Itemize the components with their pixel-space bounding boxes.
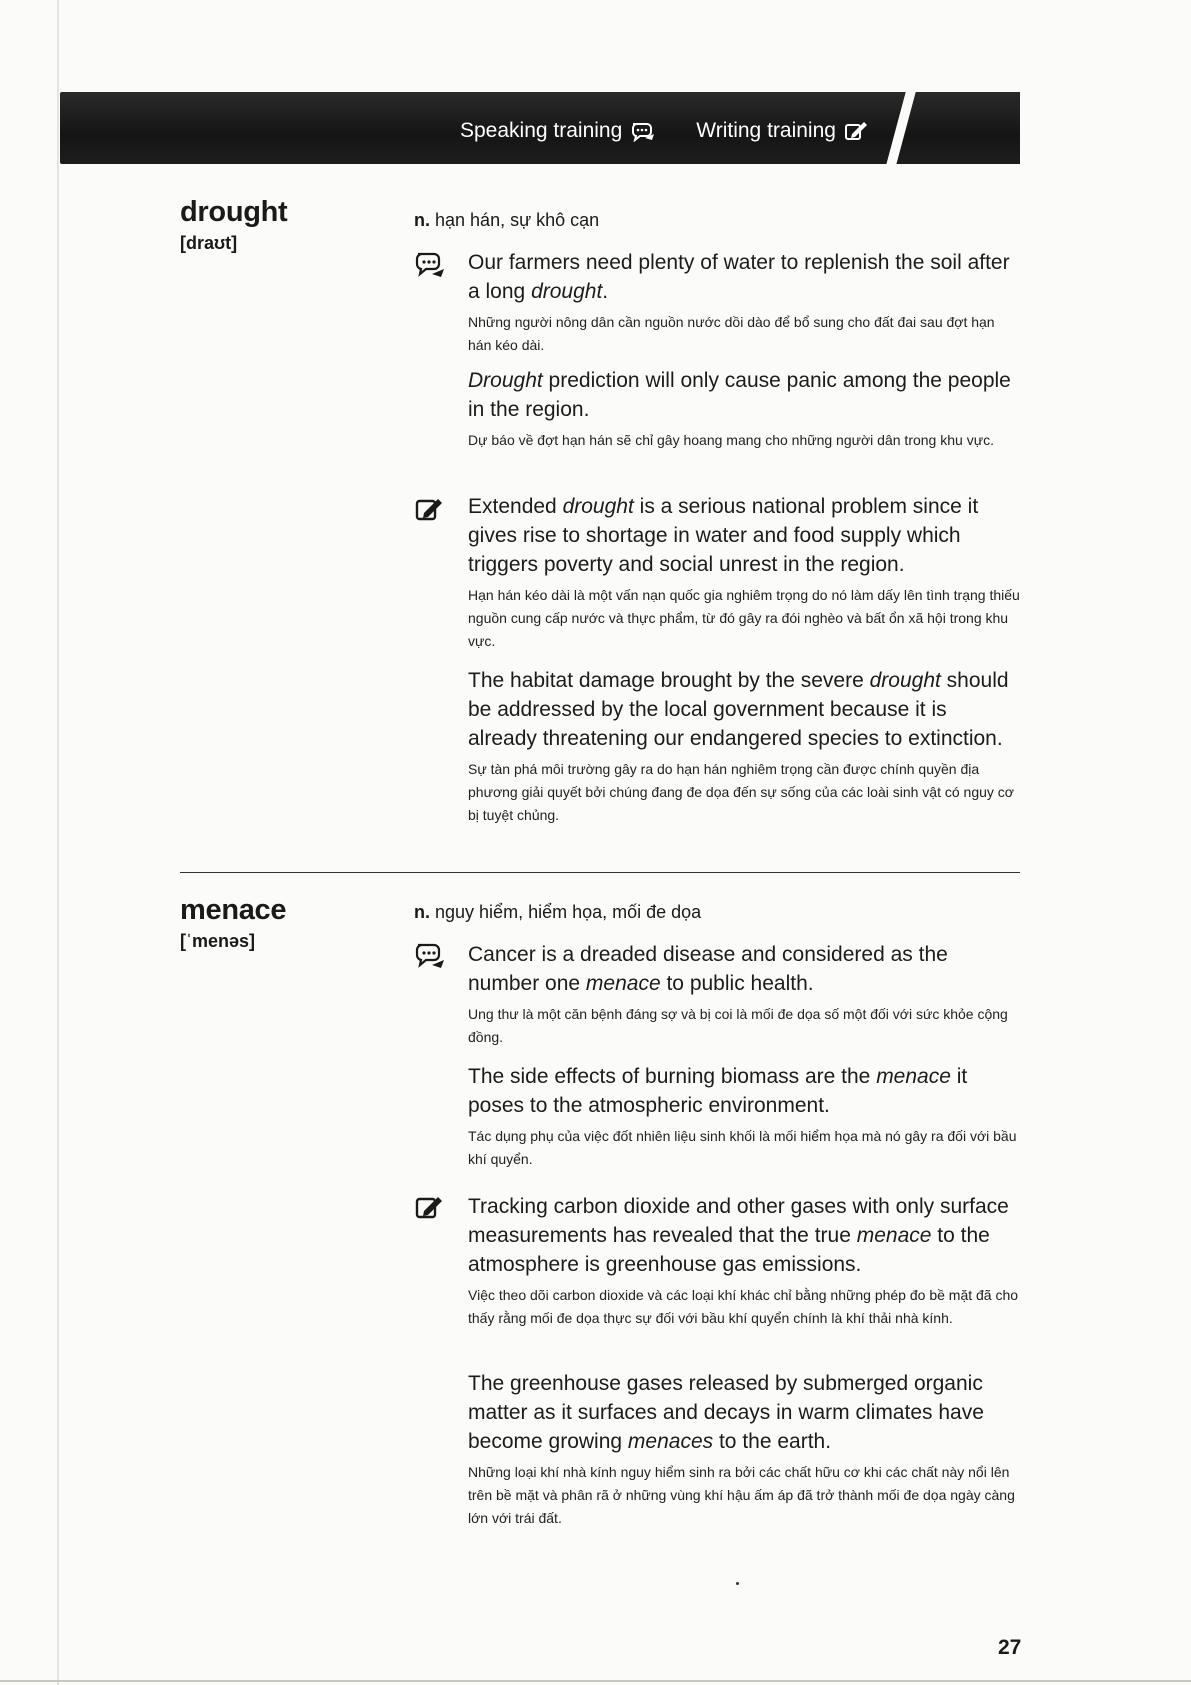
speech-bubble-icon: [414, 941, 446, 971]
example-english: Cancer is a dreaded disease and considered as the number one menace to public health.: [468, 943, 948, 995]
headword-drought: drought: [180, 196, 288, 228]
definition-menace: [414, 902, 701, 923]
example-sentence: [468, 248, 1020, 357]
page-edge: [57, 0, 59, 1685]
example-vietnamese: Hạn hán kéo dài là một vấn nạn quốc gia nghiêm trọng do nó làm dấy lên tình trạng thiếu nguồn cung cấp nước và thực phẩm, từ đó gây ra đói nghèo và bất ổn xã hội trong khu vực.: [468, 587, 1020, 649]
example-sentence: [468, 666, 1020, 827]
page-number: 27: [998, 1636, 1022, 1659]
example-vietnamese: Ung thư là một căn bệnh đáng sợ và bị coi là mối đe dọa số một đối với sức khỏe cộng đồng.: [468, 1006, 1008, 1045]
example-sentence: [468, 492, 1020, 653]
example-english: Our farmers need plenty of water to replenish the soil after a long drought.: [468, 251, 1010, 303]
ipa-menace: [ˈmenəs]: [180, 931, 256, 951]
example-vietnamese: Những người nông dân cần nguồn nước dồi dào để bổ sung cho đất đai sau đợt hạn hán kéo dài.: [468, 314, 995, 353]
stray-dot: [736, 1582, 739, 1585]
part-of-speech: n.: [414, 210, 430, 230]
definition-drought: [414, 210, 599, 231]
example-english: Tracking carbon dioxide and other gases with only surface measurements has revealed that the true menace to the atmosphere is greenhouse gas emissions.: [468, 1195, 1009, 1276]
example-vietnamese: Sự tàn phá môi trường gây ra do hạn hán nghiêm trọng cần được chính quyền địa phương giải quyết bởi chúng đang đe dọa đến sự sống của các loài sinh vật có nguy cơ bị tuyệt chủng.: [468, 761, 1014, 823]
speech-bubble-icon: [630, 120, 656, 142]
example-english: Extended drought is a serious national problem since it gives rise to shortage in water and food supply which triggers poverty and social unrest in the region.: [468, 495, 979, 576]
pencil-note-icon: [414, 494, 446, 524]
entry-divider: [180, 872, 1020, 873]
bottom-edge: [0, 1680, 1191, 1682]
example-english: The side effects of burning biomass are the menace it poses to the atmospheric environment.: [468, 1065, 968, 1117]
example-vietnamese: Tác dụng phụ của việc đốt nhiên liệu sinh khối là mối hiểm họa mà nó gây ra đối với bầu khí quyển.: [468, 1128, 1017, 1167]
part-of-speech: n.: [414, 902, 430, 922]
pencil-note-icon: [414, 1192, 446, 1222]
speaking-training-text: Speaking training: [460, 119, 623, 142]
example-english: Drought prediction will only cause panic among the people in the region.: [468, 369, 1011, 421]
headword-menace: menace: [180, 894, 287, 926]
example-sentence: [468, 1369, 1020, 1530]
meaning: nguy hiểm, hiểm họa, mối đe dọa: [435, 902, 702, 922]
example-sentence: [468, 940, 1020, 1049]
banner-tabs: [460, 119, 868, 143]
meaning: hạn hán, sự khô cạn: [435, 210, 600, 230]
example-english: The greenhouse gases released by submerged organic matter as it surfaces and decays in warm climates have become growing menaces to the earth.: [468, 1372, 984, 1453]
writing-training-text: Writing training: [696, 119, 836, 142]
example-sentence: [468, 366, 1020, 452]
example-vietnamese: Dự báo về đợt hạn hán sẽ chỉ gây hoang mang cho những người dân trong khu vực.: [468, 432, 994, 448]
example-sentence: [468, 1062, 1020, 1171]
speech-bubble-icon: [414, 250, 446, 280]
example-vietnamese: Những loại khí nhà kính nguy hiểm sinh ra bởi các chất hữu cơ khi các chất này nổi lên trên bề mặt và phân rã ở những vùng khí hậu ấm áp đã trở thành mối đe dọa ngày càng lớn với trái đất.: [468, 1464, 1015, 1526]
example-english: The habitat damage brought by the severe drought should be addressed by the local government because it is already threatening our endangered species to extinction.: [468, 669, 1009, 750]
example-sentence: [468, 1192, 1020, 1330]
ipa-drought: [draʊt]: [180, 233, 238, 253]
pencil-note-icon: [844, 120, 868, 142]
speaking-training-label: [460, 119, 656, 143]
example-vietnamese: Việc theo dõi carbon dioxide và các loại khí khác chỉ bằng những phép đo bề mặt đã cho thấy rằng mối đe dọa thực sự đối với bầu khí quyển chính là khí thải nhà kính.: [468, 1287, 1019, 1326]
writing-training-label: [696, 119, 868, 143]
